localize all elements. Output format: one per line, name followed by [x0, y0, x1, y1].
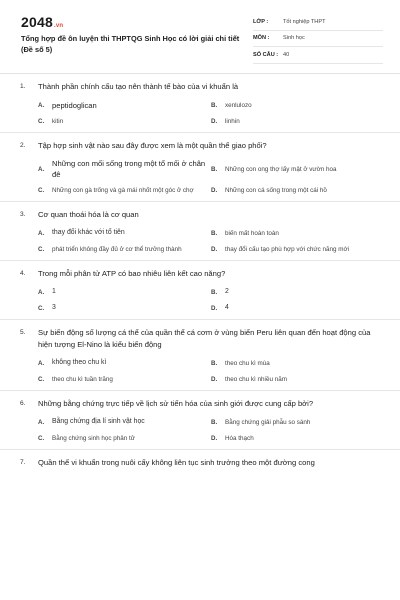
answer-option[interactable]	[38, 243, 211, 255]
meta-row	[253, 14, 383, 31]
question-stem	[0, 457, 400, 469]
option-text: Những con cá sống trong một cái hồ	[225, 186, 327, 194]
question-text: Cơ quan thoái hóa là cơ quan	[38, 210, 139, 219]
question-number: 6.	[20, 400, 26, 407]
document-title: Tổng hợp đề ôn luyện thi THPTQG Sinh Học có lời giải chi tiết (Đề số 5)	[21, 34, 240, 54]
answer-option[interactable]	[38, 227, 211, 239]
option-text: Bằng chứng giải phẫu so sánh	[225, 418, 311, 426]
site-logo[interactable]	[21, 14, 63, 30]
answer-options	[0, 357, 400, 385]
option-text: Những con ong thợ lấy mật ở vườn hoa	[225, 165, 337, 173]
option-text: 4	[225, 304, 229, 311]
question-stem	[0, 398, 400, 410]
option-letter: A.	[38, 359, 45, 367]
question-number: 5.	[20, 329, 26, 336]
option-letter: C.	[38, 117, 45, 125]
meta-row	[253, 31, 383, 48]
option-text: Bằng chứng địa lí sinh vật học	[52, 418, 145, 425]
option-letter: D.	[211, 434, 218, 442]
option-letter: A.	[38, 418, 45, 426]
option-letter: A.	[38, 229, 45, 237]
option-letter: B.	[211, 101, 218, 109]
option-text: Bằng chứng sinh học phân tử	[52, 434, 136, 442]
option-text: kitin	[52, 117, 64, 125]
answer-option[interactable]	[38, 416, 211, 428]
question-text: Tập hợp sinh vật nào sau đây được xem là một quần thể giao phối?	[38, 141, 267, 150]
answer-option[interactable]	[38, 373, 211, 385]
answer-option[interactable]	[38, 432, 211, 444]
question-text: Trong mỗi phân tử ATP có bao nhiêu liên kết cao năng?	[38, 269, 226, 278]
answer-option[interactable]	[38, 357, 211, 369]
option-letter: D.	[211, 186, 218, 194]
question-item	[0, 391, 400, 450]
meta-key: MÔN :	[253, 35, 270, 42]
question-text: Sự biến động số lượng cá thể của quần thể cá cơm ở vùng biển Peru liên quan đến hoạt động của hiện tượng El-Nino là kiểu biến động	[38, 328, 371, 349]
option-letter: B.	[211, 229, 218, 237]
option-letter: C.	[38, 375, 45, 383]
answer-option[interactable]	[211, 373, 384, 385]
option-text: 1	[52, 288, 56, 295]
meta-row	[253, 47, 383, 64]
question-stem	[0, 140, 400, 152]
option-text: theo chu kì mùa	[225, 359, 270, 367]
logo-main: 2048	[21, 14, 53, 30]
answer-option[interactable]	[211, 99, 384, 111]
option-letter: C.	[38, 245, 45, 253]
answer-options	[0, 227, 400, 255]
option-text: theo chu kì tuần trăng	[52, 375, 113, 383]
meta-key: LỚP :	[253, 18, 269, 25]
answer-option[interactable]	[38, 286, 211, 298]
question-item	[0, 450, 400, 474]
option-text: peptidoglican	[52, 100, 97, 110]
option-letter: A.	[38, 288, 45, 296]
option-text: phát triển không đầy đủ ở cơ thể trưởng thành	[52, 245, 182, 253]
option-text: Hóa thạch	[225, 434, 254, 442]
meta-value: Sinh học	[283, 35, 305, 42]
question-stem	[0, 268, 400, 280]
question-number: 7.	[20, 459, 26, 466]
option-text: thay đổi cấu tạo phù hợp với chức năng mới	[225, 245, 350, 253]
option-letter: B.	[211, 288, 218, 296]
option-text: biến mất hoàn toàn	[225, 229, 279, 237]
question-item	[0, 74, 400, 133]
question-item	[0, 133, 400, 202]
question-number: 4.	[20, 270, 26, 277]
option-letter: C.	[38, 304, 45, 312]
option-letter: B.	[211, 165, 218, 173]
option-letter: C.	[38, 434, 45, 442]
option-letter: A.	[38, 101, 45, 109]
question-text: Quần thể vi khuẩn trong nuôi cấy không liên tục sinh trưởng theo một đường cong	[38, 458, 315, 467]
option-letter: D.	[211, 245, 218, 253]
question-text: Thành phần chính cấu tạo nên thành tế bào của vi khuẩn là	[38, 82, 239, 91]
option-text: thay đổi khác với tổ tiên	[52, 229, 125, 236]
document-meta	[253, 14, 383, 64]
option-text: 3	[52, 304, 56, 311]
answer-option[interactable]	[38, 302, 211, 314]
answer-option[interactable]	[211, 158, 384, 180]
question-stem	[0, 209, 400, 221]
option-letter: A.	[38, 165, 45, 173]
answer-option[interactable]	[211, 243, 384, 255]
answer-options	[0, 416, 400, 444]
answer-option[interactable]	[211, 227, 384, 239]
question-item	[0, 320, 400, 391]
option-letter: D.	[211, 117, 218, 125]
option-letter: B.	[211, 418, 218, 426]
answer-option[interactable]	[211, 357, 384, 369]
answer-option[interactable]	[38, 158, 211, 180]
question-number: 3.	[20, 211, 26, 218]
option-text: xenlulozo	[225, 101, 252, 109]
question-stem	[0, 327, 400, 351]
answer-option[interactable]	[38, 99, 211, 111]
logo-suffix: .vn	[53, 23, 64, 29]
option-letter: D.	[211, 375, 218, 383]
question-text: Những bằng chứng trực tiếp về lịch sử tiến hóa của sinh giới được cung cấp bởi?	[38, 399, 314, 408]
option-text: không theo chu kì	[52, 359, 107, 366]
question-number: 2.	[20, 142, 26, 149]
option-letter: B.	[211, 359, 218, 367]
option-text: Những con gà trống và gà mái nhốt một góc ở chợ	[52, 186, 194, 194]
answer-option[interactable]	[211, 416, 384, 428]
question-number: 1.	[20, 83, 26, 90]
question-item	[0, 202, 400, 261]
answer-option[interactable]	[211, 115, 384, 127]
option-text: 2	[225, 288, 229, 295]
option-text: linhin	[225, 117, 240, 125]
document-header	[0, 0, 400, 72]
answer-options	[0, 286, 400, 314]
option-text: theo chu kì nhiều năm	[225, 375, 287, 383]
question-list	[0, 74, 400, 474]
meta-value: 40	[283, 51, 290, 58]
answer-option[interactable]	[211, 302, 384, 314]
answer-options	[0, 158, 400, 196]
option-letter: C.	[38, 186, 45, 194]
answer-option[interactable]	[211, 184, 384, 196]
answer-option[interactable]	[211, 286, 384, 298]
option-letter: D.	[211, 304, 218, 312]
meta-key: SỐ CÂU :	[253, 51, 279, 58]
answer-options	[0, 99, 400, 127]
answer-option[interactable]	[211, 432, 384, 444]
question-item	[0, 261, 400, 320]
meta-value: Tốt nghiệp THPT	[283, 18, 326, 25]
question-stem	[0, 81, 400, 93]
option-text: Những con mối sống trong một tổ mối ở chân đê	[52, 159, 206, 179]
answer-option[interactable]	[38, 115, 211, 127]
answer-option[interactable]	[38, 184, 211, 196]
